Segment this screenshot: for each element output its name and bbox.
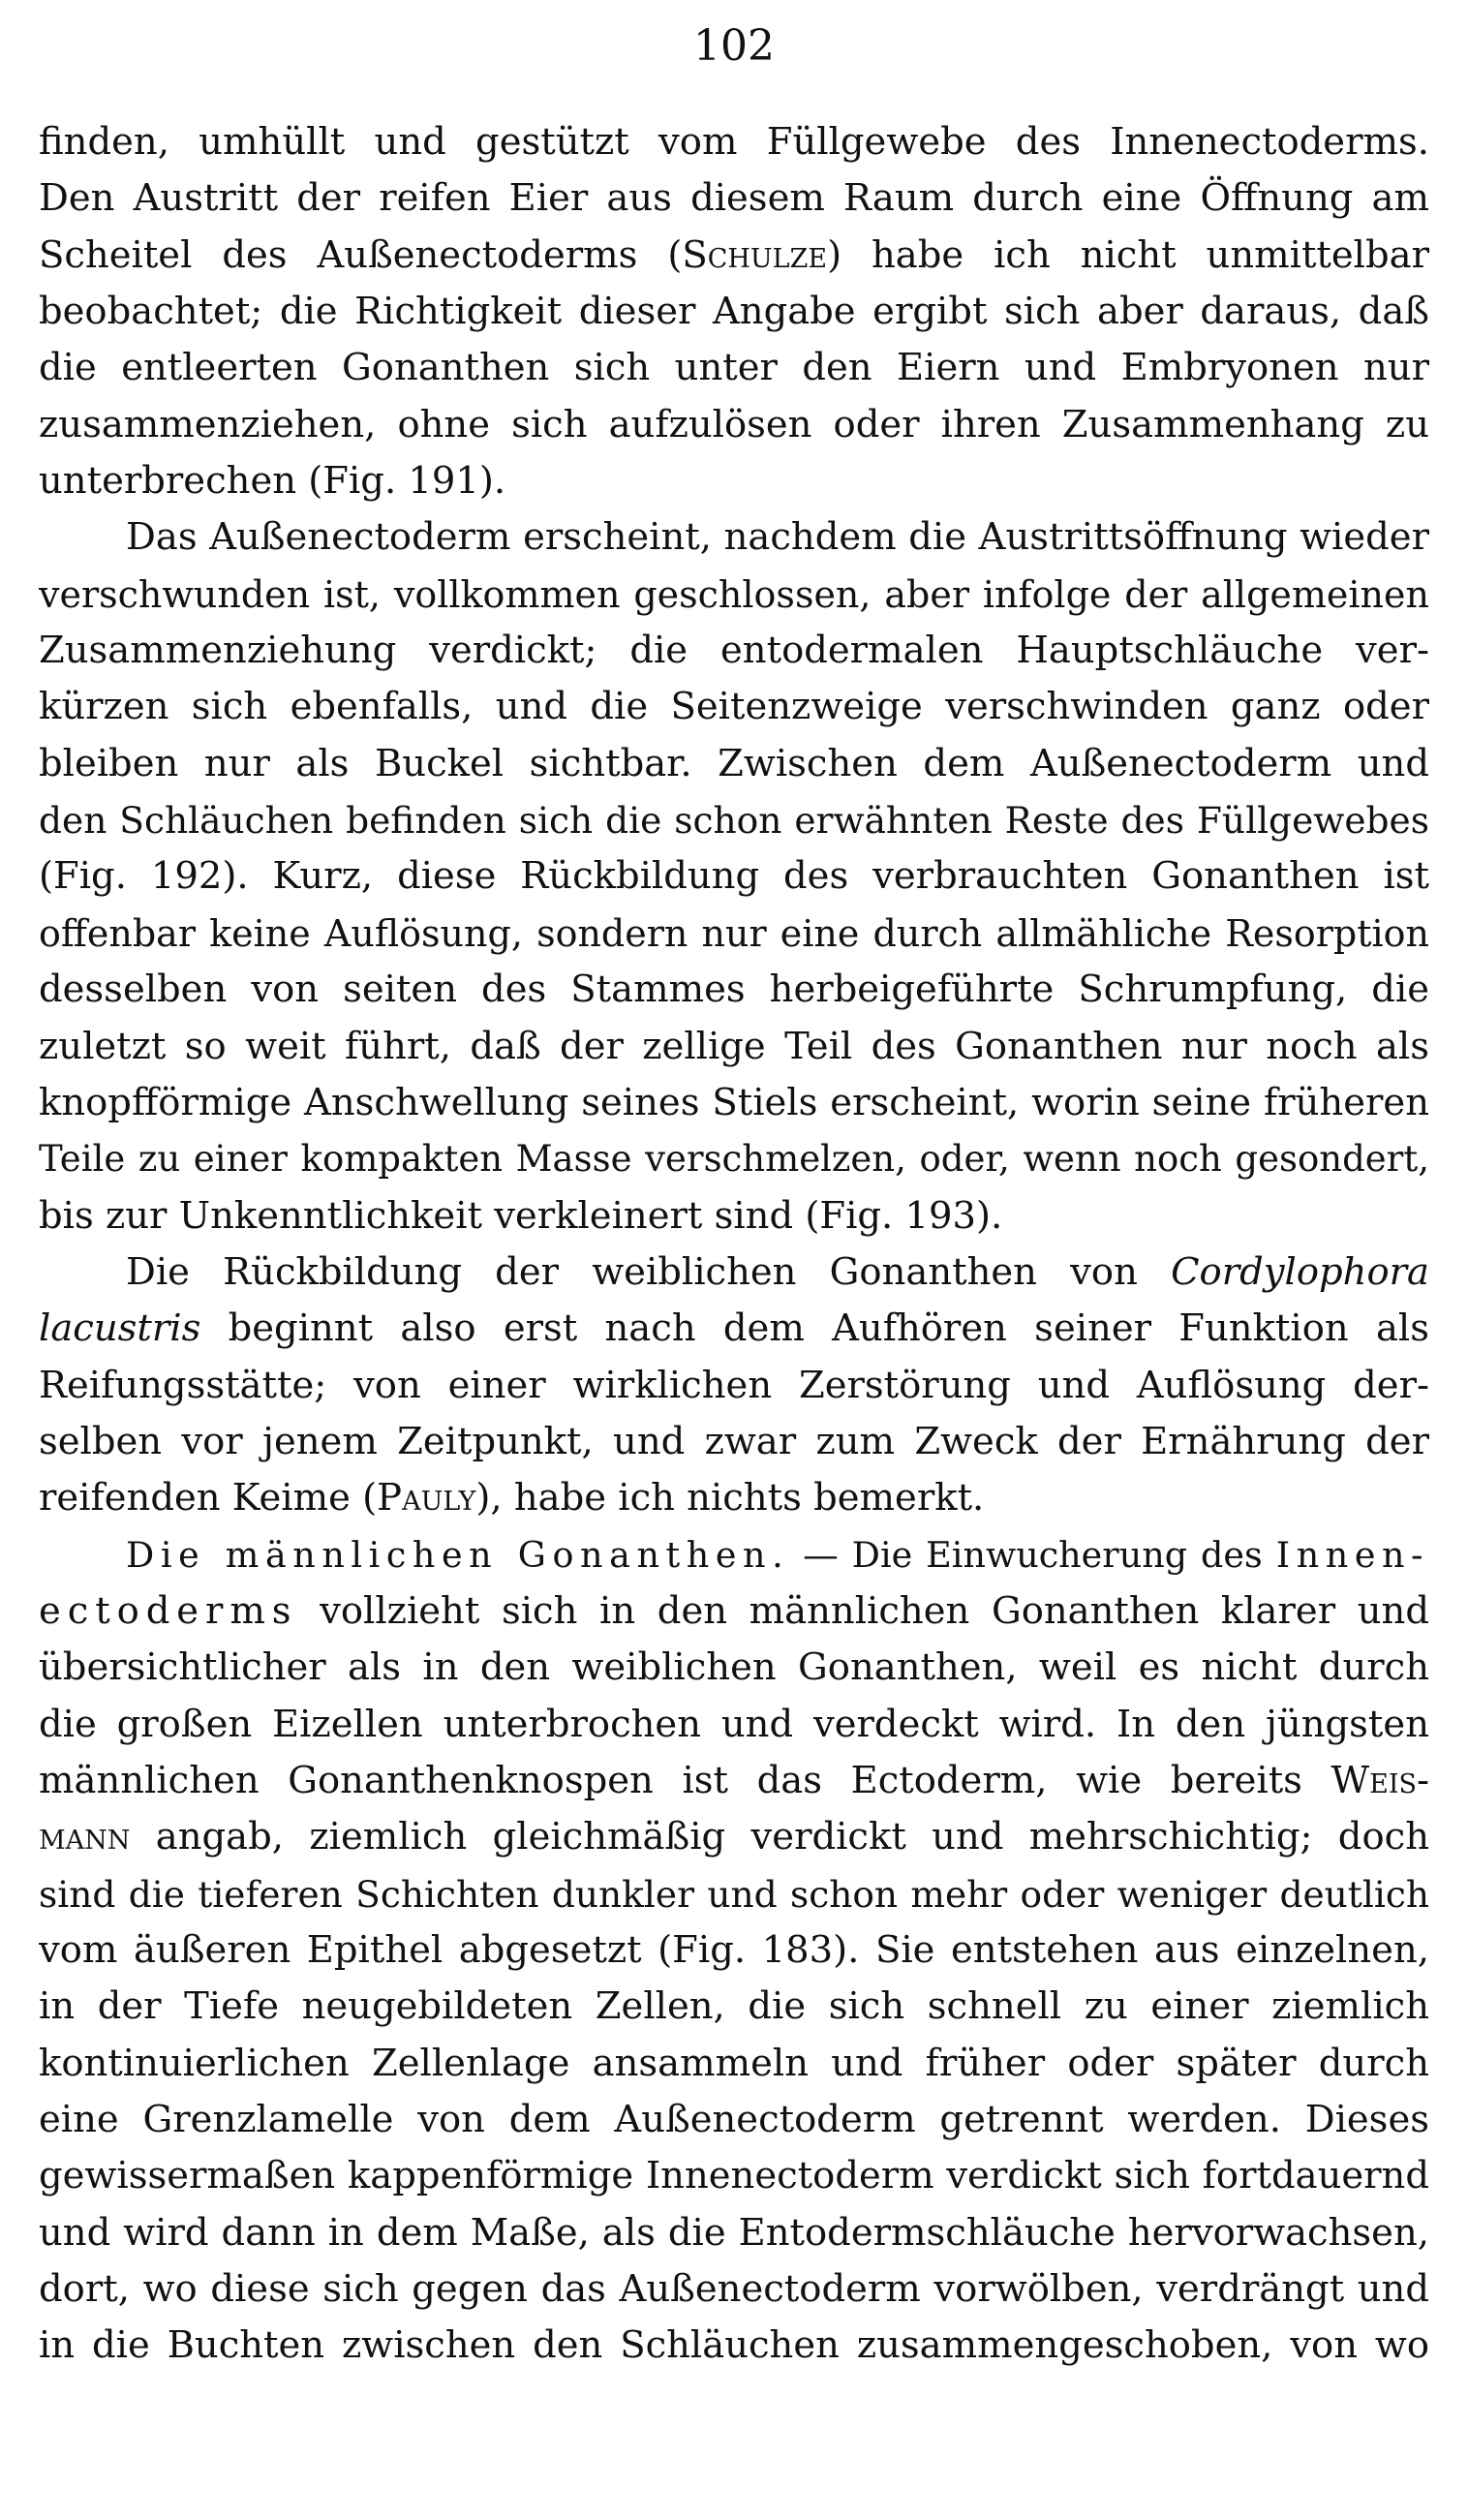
text-segment: kontinuierlichen Zellenlage ansammeln und früher oder später durch	[39, 2041, 1429, 2085]
text-segment: beginnt also erst nach dem Aufhören seiner Funktion als	[200, 1306, 1429, 1351]
text-segment: ), habe ich nichts bemerkt.	[475, 1476, 985, 1521]
text-segment: Den Austritt der reifen Eier aus diesem Raum durch eine Öffnung am	[39, 176, 1429, 221]
text-line	[39, 2261, 1429, 2318]
text-line	[39, 1301, 1429, 1357]
text-segment: ) habe ich nicht unmittelbar	[827, 232, 1429, 277]
text-line	[39, 848, 1429, 905]
text-segment: Das Außenectoderm erscheint, nachdem die Austrittsöffnung wieder	[126, 515, 1429, 560]
text-segment: die großen Eizellen unterbrochen und verdeckt wird. In den jüngsten	[39, 1702, 1429, 1746]
text-line	[39, 962, 1429, 1018]
text-line	[39, 1358, 1429, 1414]
text-line	[39, 1131, 1429, 1187]
text-segment: die entleerten Gonanthen sich unter den Eiern und Embryonen nur	[39, 346, 1429, 390]
text-segment: kürzen sich ebenfalls, und die Seitenzweige verschwinden ganz oder	[39, 685, 1429, 729]
text-segment: (Fig. 192). Kurz, diese Rückbildung des verbrauchten Gonanthen ist	[39, 854, 1429, 899]
text-segment: knopfförmige Anschwellung seines Stiels erscheint, worin seine früheren	[39, 1080, 1429, 1124]
text-line	[39, 2148, 1429, 2204]
text-line	[39, 1470, 1429, 1526]
text-line	[39, 1640, 1429, 1696]
text-line	[39, 114, 1429, 170]
text-segment: Teile zu einer kompakten Masse verschmelzen, oder, wenn noch gesondert,	[39, 1138, 1429, 1181]
text-segment: Die Rückbildung der weiblichen Gonanthen von	[126, 1249, 1172, 1294]
text-segment: in die Buchten zwischen den Schläuchen zusammengeschoben, von wo	[39, 2323, 1429, 2368]
text-line	[39, 1527, 1429, 1583]
text-line	[39, 170, 1429, 227]
text-line	[39, 340, 1429, 396]
text-segment: desselben von seiten des Stammes herbeigeführte Schrumpfung, die	[39, 968, 1429, 1012]
text-segment: Weis-	[1330, 1758, 1429, 1802]
text-segment: Cordylophora	[1171, 1249, 1429, 1294]
text-line	[39, 906, 1429, 962]
text-line	[39, 1809, 1429, 1865]
text-segment: offenbar keine Auflösung, sondern nur eine durch allmähliche Resorption	[39, 911, 1429, 955]
text-segment: dort, wo diese sich gegen das Außenectoderm vorwölben, verdrängt und	[39, 2267, 1429, 2312]
text-line	[39, 2036, 1429, 2092]
text-segment: den Schläuchen befinden sich die schon erwähnten Reste des Füllgewebes	[39, 799, 1429, 843]
text-segment: — Die Einwucherung des	[789, 1533, 1276, 1576]
text-line	[39, 1866, 1429, 1922]
text-segment: zuletzt so weit führt, daß der zellige Teil des Gonanthen nur noch als	[39, 1024, 1429, 1068]
text-segment: unterbrechen (Fig. 191).	[39, 459, 506, 504]
text-line	[39, 2092, 1429, 2148]
text-segment: Zusammenziehung verdickt; die entodermalen Hauptschläuche ver-	[39, 629, 1429, 673]
text-segment: mann	[39, 1815, 131, 1859]
text-line	[39, 1075, 1429, 1131]
text-segment: vollzieht sich in den männlichen Gonanthen klarer und	[297, 1588, 1429, 1633]
text-segment: zusammenziehen, ohne sich aufzulösen oder ihren Zusammenhang zu	[39, 402, 1429, 446]
text-line	[39, 792, 1429, 848]
text-line	[39, 1583, 1429, 1640]
text-segment: Scheitel des Außenectoderms (	[39, 232, 683, 277]
text-segment: Pauly	[377, 1476, 476, 1521]
text-segment: bleiben nur als Buckel sichtbar. Zwischen dem Außenectoderm und	[39, 741, 1429, 785]
text-segment: lacustris	[39, 1306, 201, 1351]
text-segment: Schulze	[682, 232, 828, 277]
text-segment: in der Tiefe neugebildeten Zellen, die sich schnell zu einer ziemlich	[39, 1984, 1429, 2029]
text-segment: eine Grenzlamelle von dem Außenectoderm getrennt werden. Dieses	[39, 2098, 1429, 2142]
text-line	[39, 1922, 1429, 1979]
text-line	[39, 397, 1429, 453]
text-line	[39, 1019, 1429, 1075]
text-line	[39, 509, 1429, 566]
text-segment: männlichen Gonanthenknospen ist das Ectoderm, wie bereits	[39, 1758, 1331, 1802]
text-segment: bis zur Unkenntlichkeit verkleinert sind (Fig. 193).	[39, 1193, 1003, 1238]
text-line	[39, 2318, 1429, 2374]
text-segment: beobachtet; die Richtigkeit dieser Angabe ergibt sich aber daraus, daß	[39, 290, 1429, 334]
text-segment: übersichtlicher als in den weiblichen Gonanthen, weil es nicht durch	[39, 1645, 1429, 1690]
text-segment: reifenden Keime (	[39, 1476, 378, 1521]
text-segment: Reifungsstätte; von einer wirklichen Zerstörung und Auflösung der-	[39, 1363, 1429, 1407]
body-text	[39, 114, 1429, 2375]
text-line	[39, 2205, 1429, 2261]
text-segment: vom äußeren Epithel abgesetzt (Fig. 183). Sie entstehen aus einzelnen,	[39, 1928, 1429, 1972]
text-segment: selben vor jenem Zeitpunkt, und zwar zum Zweck der Ernährung der	[39, 1419, 1429, 1463]
text-line	[39, 623, 1429, 679]
text-line	[39, 1697, 1429, 1753]
text-line	[39, 1414, 1429, 1470]
text-line	[39, 679, 1429, 735]
text-line	[39, 453, 1429, 509]
text-line	[39, 736, 1429, 792]
text-segment: und wird dann in dem Maße, als die Entodermschläuche hervorwachsen,	[39, 2210, 1429, 2255]
text-line	[39, 1188, 1429, 1245]
text-segment: sind die tieferen Schichten dunkler und schon mehr oder weniger deutlich	[39, 1872, 1429, 1916]
text-segment: gewissermaßen kappenförmige Innenectoderm verdickt sich fortdauernd	[39, 2154, 1429, 2198]
text-line	[39, 228, 1429, 284]
text-segment: ectoderms	[39, 1588, 298, 1633]
text-line	[39, 1979, 1429, 2035]
text-segment: finden, umhüllt und gestützt vom Füllgewebe des Innenectoderms.	[39, 120, 1429, 164]
text-line	[39, 284, 1429, 340]
text-segment: Die männlichen Gonanthen.	[126, 1533, 790, 1576]
text-line	[39, 1753, 1429, 1809]
text-line	[39, 567, 1429, 623]
text-segment: angab, ziemlich gleichmäßig verdickt und mehrschichtig; doch	[130, 1815, 1429, 1859]
text-segment: Innen-	[1275, 1533, 1429, 1576]
text-line	[39, 1245, 1429, 1301]
page-number: 102	[693, 21, 775, 71]
text-segment: verschwunden ist, vollkommen geschlossen, aber infolge der allgemeinen	[39, 572, 1429, 616]
